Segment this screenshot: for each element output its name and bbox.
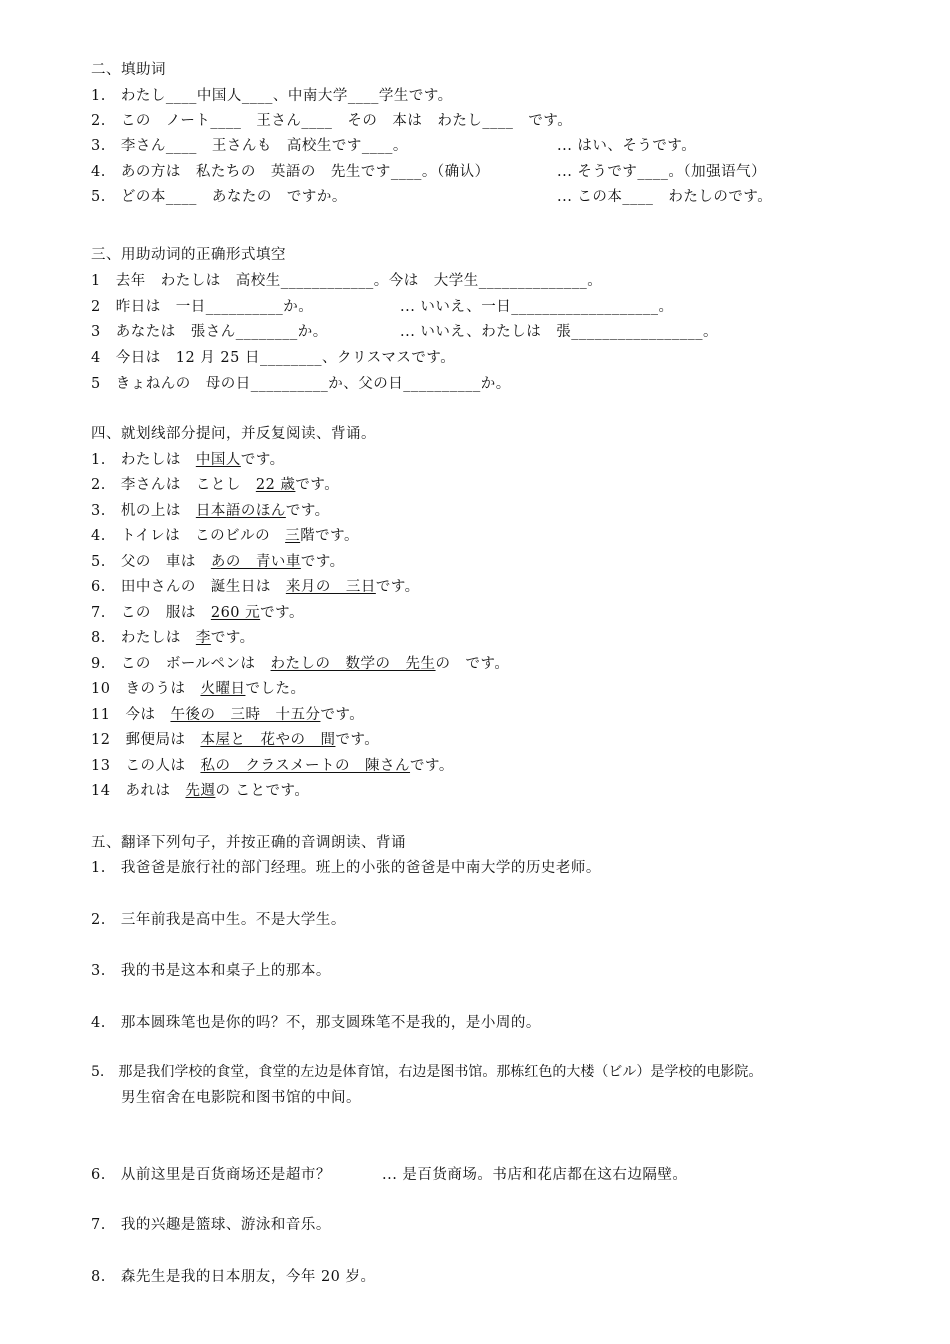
- item-text: です。: [335, 732, 380, 748]
- section-heading-4: 四、就划线部分提问，并反复阅读、背诵。: [91, 426, 376, 442]
- answer-line: ... いいえ、わたしは 張_________________。: [400, 324, 719, 340]
- item-text: です。: [260, 605, 304, 621]
- item-text: 11 今は: [91, 707, 171, 723]
- item-text: 3. 机の上は: [91, 503, 196, 519]
- item-text: 9. この ボールペンは: [91, 656, 271, 672]
- item-text: です。: [320, 707, 365, 723]
- underlined-part: 中国人: [195, 452, 241, 468]
- item-text: 8. わたしは: [91, 630, 196, 646]
- exercise-line: 3 あなたは 張さん________か。: [91, 324, 328, 340]
- underlined-part: わたしの 数学の 先生: [270, 656, 436, 672]
- exercise-line: 3. 李さん____ 王さんも 高校生です____。: [91, 138, 408, 154]
- exercise-line: 4 今日は 12 月 25 日________、クリスマスです。: [91, 350, 456, 366]
- translation-line: 2. 三年前我是高中生。不是大学生。: [91, 912, 346, 928]
- item-text: です。: [240, 452, 285, 468]
- translation-line: 5. 那是我们学校的食堂，食堂的左边是体育馆，右边是图书馆。那栋红色的大楼（ビル）是学校的电影院。: [91, 1064, 763, 1080]
- item-text: 7. この 服は: [91, 605, 211, 621]
- underlined-part: 李: [195, 630, 211, 646]
- answer-line: ... いいえ、一日___________________。: [400, 299, 674, 315]
- underlined-part: あの 青い車: [210, 554, 301, 570]
- item-text: 14 あれは: [91, 783, 186, 799]
- item-text: 12 郵便局は: [91, 732, 201, 748]
- underlined-part: 私の クラスメートの 陳さん: [200, 758, 411, 774]
- item-text: です。: [295, 477, 340, 493]
- item-text: です。: [285, 503, 330, 519]
- list-item: [91, 706, 364, 724]
- section-heading-2: 二、填助词: [91, 62, 166, 78]
- list-item: [91, 655, 509, 673]
- underlined-part: 260 元: [210, 605, 261, 621]
- list-item: [91, 476, 339, 494]
- answer-line: ... 是百货商场。书店和花店都在这右边隔壁。: [382, 1167, 688, 1183]
- list-item: [91, 578, 420, 596]
- list-item: [91, 629, 255, 647]
- item-text: です。: [375, 579, 420, 595]
- translation-line: 1. 我爸爸是旅行社的部门经理。班上的小张的爸爸是中南大学的历史老师。: [91, 860, 601, 876]
- list-item: [91, 604, 304, 622]
- exercise-line: 2 昨日は 一日__________か。: [91, 299, 314, 315]
- list-item: [91, 731, 379, 749]
- list-item: [91, 527, 359, 545]
- answer-line: ... この本____ わたしのです。: [557, 189, 773, 205]
- item-text: 6. 田中さんの 誕生日は: [91, 579, 286, 595]
- list-item: [91, 782, 309, 800]
- translation-line: 3. 我的书是这本和桌子上的那本。: [91, 963, 331, 979]
- translation-line: 4. 那本圆珠笔也是你的吗？不，那支圆珠笔不是我的，是小周的。: [91, 1015, 541, 1031]
- exercise-line: 2. この ノート____ 王さん____ その 本は わたし____ です。: [91, 113, 573, 129]
- item-text: の ことです。: [215, 783, 310, 799]
- underlined-part: 22 歳: [255, 477, 296, 493]
- list-item: [91, 451, 285, 469]
- underlined-part: 先週: [185, 783, 216, 799]
- item-text: 4. トイレは このビルの: [91, 528, 286, 544]
- item-text: 階です。: [300, 528, 359, 544]
- section-heading-5: 五、翻译下列句子，并按正确的音调朗读、背诵: [91, 835, 406, 851]
- underlined-part: 日本語のほん: [195, 503, 286, 519]
- section-heading-3: 三、用助动词的正确形式填空: [91, 247, 286, 263]
- underlined-part: 本屋と 花やの 間: [200, 732, 336, 748]
- underlined-part: 来月の 三日: [285, 579, 376, 595]
- exercise-line: 1 去年 わたしは 高校生____________。今は 大学生______________。: [91, 273, 603, 289]
- translation-line: 男生宿舍在电影院和图书馆的中间。: [121, 1090, 361, 1106]
- list-item: [91, 502, 330, 520]
- item-text: 10 きのうは: [91, 681, 201, 697]
- item-text: でした。: [245, 681, 306, 697]
- exercise-line: 5. どの本____ あなたの ですか。: [91, 189, 347, 205]
- underlined-part: 午後の 三時 十五分: [170, 707, 321, 723]
- item-text: 13 この人は: [91, 758, 201, 774]
- list-item: [91, 757, 454, 775]
- list-item: [91, 553, 345, 571]
- item-text: です。: [410, 758, 454, 774]
- item-text: 5. 父の 車は: [91, 554, 211, 570]
- exercise-line: 5 きょねんの 母の日__________か、父の日__________か。: [91, 376, 511, 392]
- list-item: [91, 680, 305, 698]
- underlined-part: 三: [285, 528, 301, 544]
- translation-line: 7. 我的兴趣是篮球、游泳和音乐。: [91, 1217, 331, 1233]
- item-text: の です。: [435, 656, 510, 672]
- item-text: です。: [210, 630, 255, 646]
- answer-line: ... そうです____。（加强语气）: [557, 164, 767, 180]
- exercise-line: 1. わたし____中国人____、中南大学____学生です。: [91, 88, 453, 104]
- translation-line: 6. 从前这里是百货商场还是超市？: [91, 1167, 331, 1183]
- translation-line: 8. 森先生是我的日本朋友，今年 20 岁。: [91, 1269, 376, 1285]
- item-text: 2. 李さんは ことし: [91, 477, 256, 493]
- answer-line: ... はい、そうです。: [557, 138, 697, 154]
- underlined-part: 火曜日: [200, 681, 246, 697]
- exercise-line: 4. あの方は 私たちの 英語の 先生です____。（确认）: [91, 164, 490, 180]
- item-text: です。: [300, 554, 345, 570]
- item-text: 1. わたしは: [91, 452, 196, 468]
